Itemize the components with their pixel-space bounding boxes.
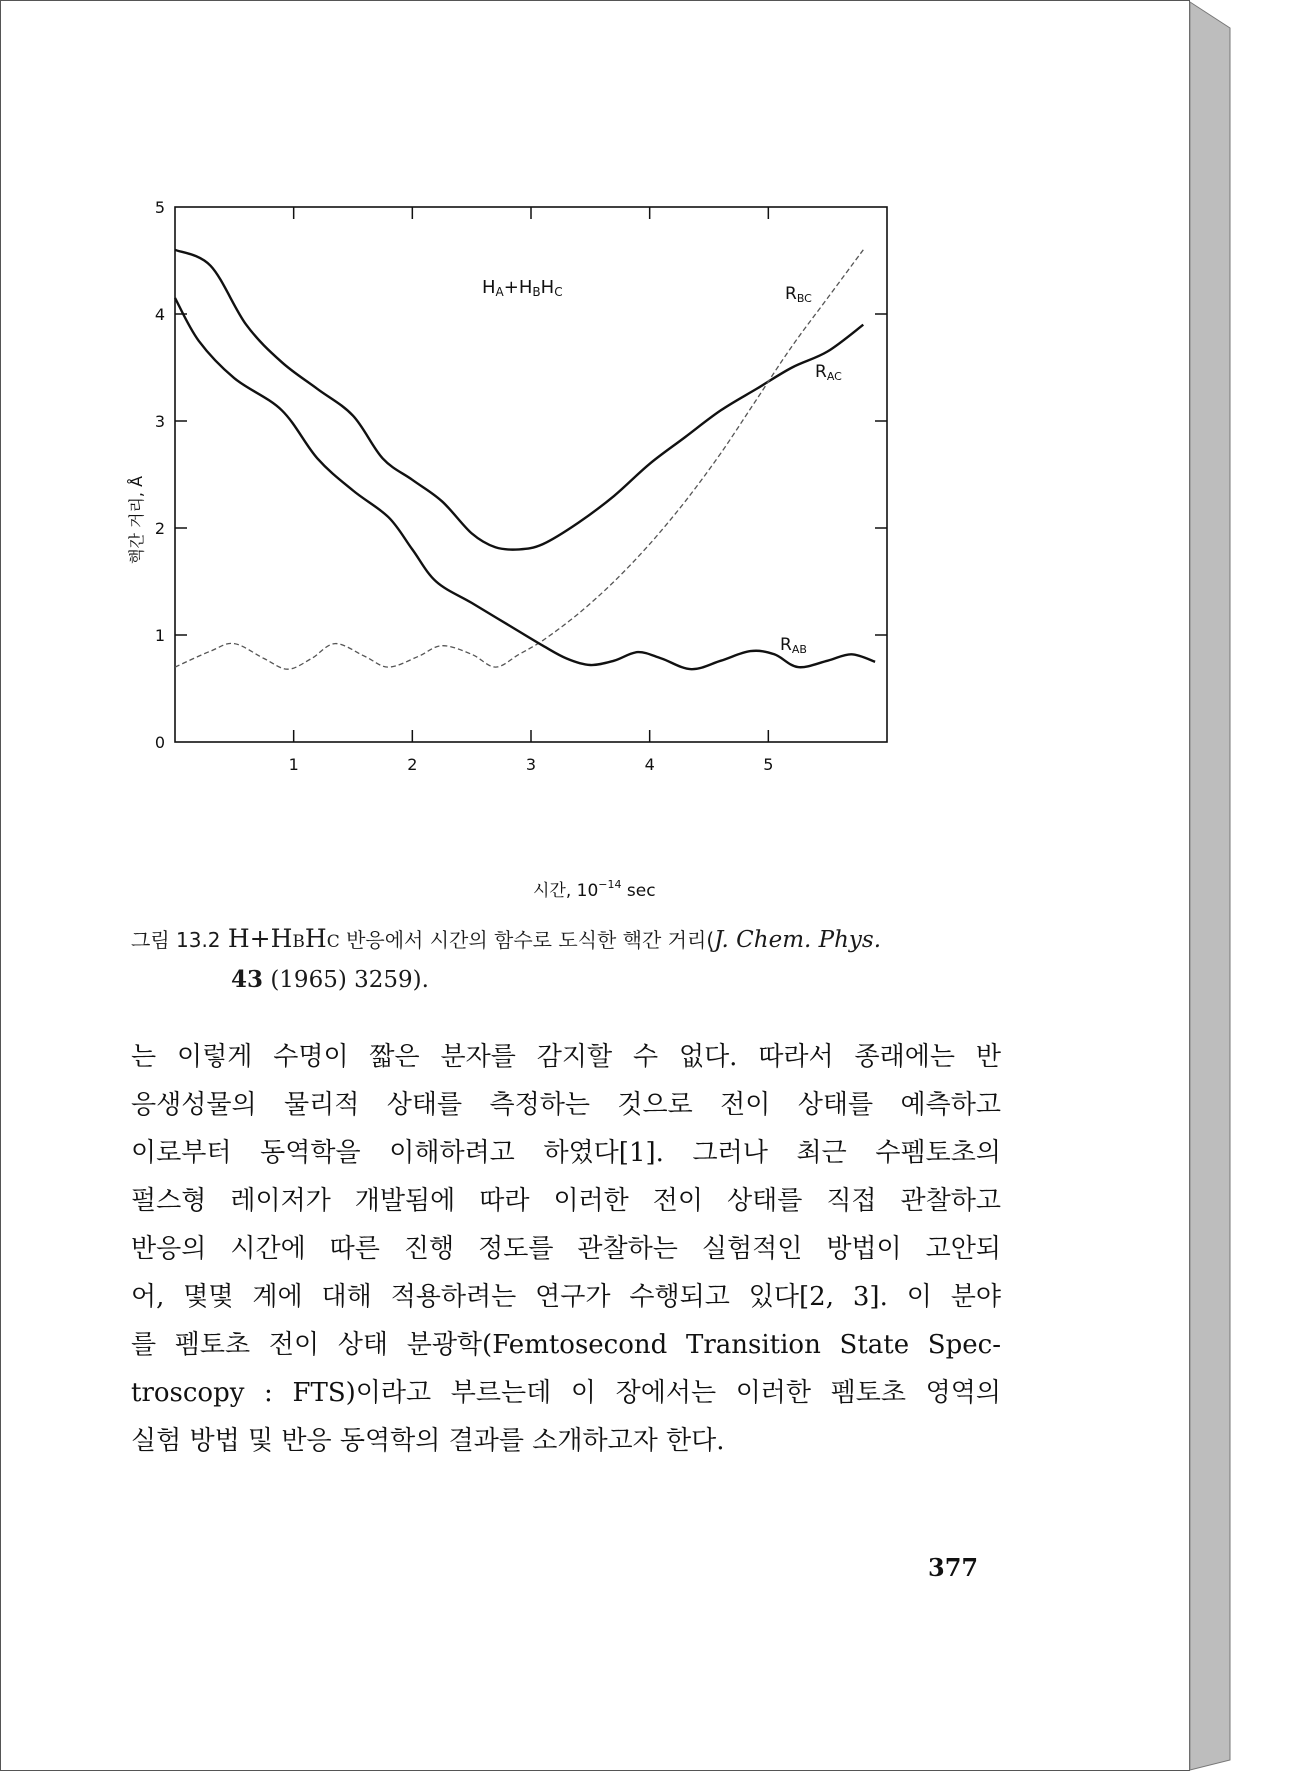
series-layer [175, 250, 875, 669]
caption-line-2 [131, 961, 1011, 999]
x-tick-label: 4 [644, 755, 655, 774]
series-line-rbc [175, 250, 863, 669]
series-label-rac: RAC [815, 362, 842, 383]
figure-chart [120, 198, 1020, 915]
body-line: 는 이렇게 수명이 짧은 분자를 감지할 수 없다. 따라서 종래에는 반 [131, 1042, 1001, 1072]
series-label-rab: RAB [780, 635, 807, 656]
chart-title: HA+HBHC [482, 277, 563, 299]
caption-formula: H+HBHC [227, 924, 340, 953]
caption-volume: 43 [231, 966, 264, 993]
caption-journal: J. Chem. Phys. [714, 927, 882, 953]
y-tick-label: 5 [154, 198, 165, 217]
y-tick-label: 4 [154, 305, 165, 324]
body-line: 응생성물의 물리적 상태를 측정하는 것으로 전이 상태를 예측하고 [131, 1090, 1001, 1120]
body-line: 어, 몇몇 계에 대해 적용하려는 연구가 수행되고 있다[2, 3]. 이 분야 [131, 1282, 1001, 1312]
body-paragraph [131, 1033, 1001, 1465]
body-line: 이로부터 동역학을 이해하려고 하였다[1]. 그러나 최근 수펨토초의 [131, 1138, 1001, 1168]
series-line-rab [175, 298, 875, 669]
series-label-rbc: RBC [785, 284, 812, 305]
page-number: 377 [928, 1553, 979, 1582]
body-line: 실험 방법 및 반응 동역학의 결과를 소개하고자 한다. [131, 1426, 725, 1456]
caption-line-1 [131, 920, 1011, 961]
body-line: 를 펨토초 전이 상태 분광학(Femtosecond Transition State Spec- [131, 1330, 1001, 1360]
x-tick-label: 2 [407, 755, 418, 774]
y-tick-label: 1 [154, 626, 165, 645]
x-tick-label: 1 [288, 755, 299, 774]
body-line: 반응의 시간에 따른 진행 정도를 관찰하는 실험적인 방법이 고안되 [131, 1234, 1001, 1264]
page-edge-stack [1185, 0, 1245, 1773]
caption-text: 반응에서 시간의 함수로 도식한 핵간 거리( [339, 928, 715, 952]
x-tick-label: 3 [525, 755, 537, 774]
y-tick-label: 0 [154, 733, 165, 752]
y-axis-label: 핵간 거리, Å [127, 475, 146, 565]
y-tick-label: 3 [154, 412, 165, 431]
y-tick-label: 2 [154, 519, 165, 538]
x-tick-label: 5 [763, 755, 774, 774]
caption-rest: (1965) 3259). [263, 967, 429, 993]
body-line: troscopy : FTS)이라고 부르는데 이 장에서는 이러한 펨토초 영역의 [131, 1378, 1001, 1408]
figure-caption [131, 920, 1011, 999]
caption-label: 그림 13.2 [131, 928, 221, 952]
body-line: 펄스형 레이저가 개발됨에 따라 이러한 전이 상태를 직접 관찰하고 [131, 1186, 1001, 1216]
x-axis-label: 시간, $10^{-14}$ sec [533, 878, 656, 901]
